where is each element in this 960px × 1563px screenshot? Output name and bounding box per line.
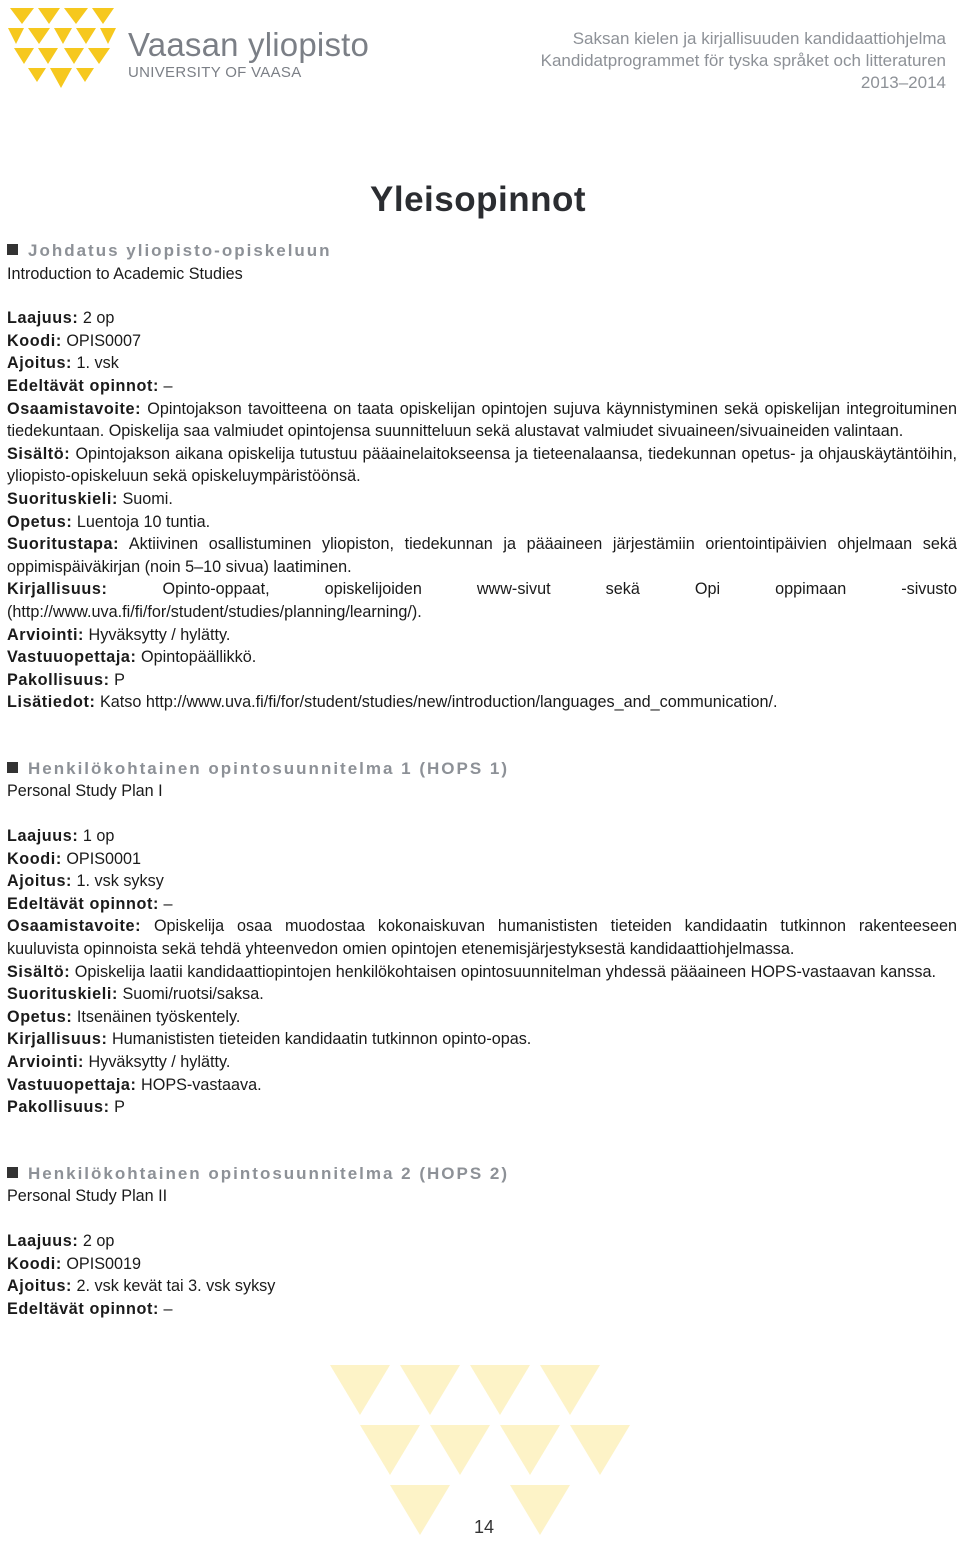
field-edeltavat: Edeltävät opinnot: – — [7, 376, 173, 395]
field-edeltavat: Edeltävät opinnot: – — [7, 1299, 173, 1318]
field-kirjallisuus: Kirjallisuus: Humanististen tieteiden kandidaatin tutkinnon opinto-opas. — [7, 1030, 532, 1049]
course-title: Henkilökohtainen opintosuunnitelma 1 (HOPS 1) — [7, 758, 957, 781]
field-opetus: Opetus: Itsenäinen työskentely. — [7, 1007, 241, 1026]
course-title: Henkilökohtainen opintosuunnitelma 2 (HOPS 2) — [7, 1163, 957, 1186]
square-bullet-icon — [7, 762, 18, 773]
course-title-en: Introduction to Academic Studies — [7, 264, 243, 283]
program-name-fi: Saksan kielen ja kirjallisuuden kandidaattiohjelma — [572, 29, 946, 48]
field-edeltavat: Edeltävät opinnot: – — [7, 894, 173, 913]
academic-years: 2013–2014 — [860, 73, 946, 92]
page-number: 14 — [474, 1517, 495, 1537]
field-ajoitus: Ajoitus: 2. vsk kevät tai 3. vsk syksy — [7, 1277, 276, 1296]
course-title-en: Personal Study Plan I — [7, 782, 163, 801]
logo-title: Vaasan yliopisto — [128, 26, 370, 63]
field-laajuus: Laajuus: 2 op — [7, 309, 115, 328]
logo-text — [128, 28, 369, 81]
heart-logo-icon — [6, 2, 118, 92]
field-koodi: Koodi: OPIS0001 — [7, 849, 142, 868]
program-header — [541, 28, 946, 94]
field-laajuus: Laajuus: 2 op — [7, 1231, 115, 1250]
field-opetus: Opetus: Luentoja 10 tuntia. — [7, 512, 211, 531]
course-title: Johdatus yliopisto-opiskeluun — [7, 240, 957, 263]
field-suorituskieli: Suorituskieli: Suomi/ruotsi/saksa. — [7, 985, 264, 1004]
field-koodi: Koodi: OPIS0019 — [7, 1254, 142, 1273]
field-arviointi: Arviointi: Hyväksytty / hylätty. — [7, 625, 231, 644]
field-vastuuopettaja: Vastuuopettaja: HOPS-vastaava. — [7, 1075, 262, 1094]
square-bullet-icon — [7, 244, 18, 255]
field-pakollisuus: Pakollisuus: P — [7, 670, 125, 689]
program-name-sv: Kandidatprogrammet för tyska språket och litteraturen — [540, 51, 946, 70]
logo-subtitle: UNIVERSITY OF VAASA — [128, 64, 302, 81]
university-logo — [6, 2, 386, 92]
course-block — [7, 240, 957, 714]
field-suoritustapa: Suoritustapa: Aktiivinen osallistuminen yliopiston, tiedekunnan ja pääaineen järjestämiin orientointipäivien ohjelmaan sekä oppimispäiväkirjan (noin 5–10 sivua) laatiminen. — [7, 535, 957, 576]
field-ajoitus: Ajoitus: 1. vsk syksy — [7, 872, 164, 891]
field-koodi: Koodi: OPIS0007 — [7, 331, 142, 350]
field-ajoitus: Ajoitus: 1. vsk — [7, 354, 119, 373]
field-sisalto: Sisältö: Opiskelija laatii kandidaattiopintojen henkilökohtaisen opintosuunnitelman yhdessä pääaineen HOPS-vastaavan kanssa. — [7, 962, 936, 981]
field-suorituskieli: Suorituskieli: Suomi. — [7, 489, 173, 508]
course-block — [7, 1163, 957, 1321]
field-laajuus: Laajuus: 1 op — [7, 827, 115, 846]
field-vastuuopettaja: Vastuuopettaja: Opintopäällikkö. — [7, 648, 257, 667]
field-osaamistavoite: Osaamistavoite: Opiskelija osaa muodostaa kokonaiskuvan humanististen tieteiden kandidaatin tutkinnon rakenteeseen kuuluvista opinnoista sekä tehdä yhteenvedon omien opintojen etenemisjärjestyksestä kandidaattiohjelmassa. — [7, 917, 958, 959]
field-sisalto: Sisältö: Opintojakson aikana opiskelija tutustuu pääainelaitokseensa ja tieteenalaansa, tiedekunnan opetus- ja ohjauskäytäntöihin, yliopisto-opiskeluun sekä opiskeluympäristöönsä. — [7, 444, 958, 486]
field-lisatiedot: Lisätiedot: Katso http://www.uva.fi/fi/for/student/studies/new/introduction/languages_and_communication/. — [7, 693, 778, 712]
field-osaamistavoite: Osaamistavoite: Opintojakson tavoitteena on taata opiskelijan opintojen sujuva käynnistyminen sekä opiskelijan integroituminen tiedekuntaan. Opiskelija saa valmiudet opintojensa suunnitteluun sekä alustavat valmiudet sivuaineen/sivuaineiden valintaan. — [7, 399, 958, 441]
field-arviointi: Arviointi: Hyväksytty / hylätty. — [7, 1053, 231, 1071]
course-title-en: Personal Study Plan II — [7, 1187, 168, 1206]
section-title: Yleisopinnot — [370, 180, 586, 219]
square-bullet-icon — [7, 1167, 18, 1178]
field-kirjallisuus: Kirjallisuus: Opinto-oppaat, opiskelijoiden www-sivut sekä Opi oppimaan -sivusto (http://www.uva.fi/fi/for/student/studies/planning/learning/). — [7, 580, 958, 621]
field-pakollisuus: Pakollisuus: P — [7, 1098, 125, 1117]
course-block — [7, 758, 957, 1119]
course-list — [7, 240, 957, 1320]
